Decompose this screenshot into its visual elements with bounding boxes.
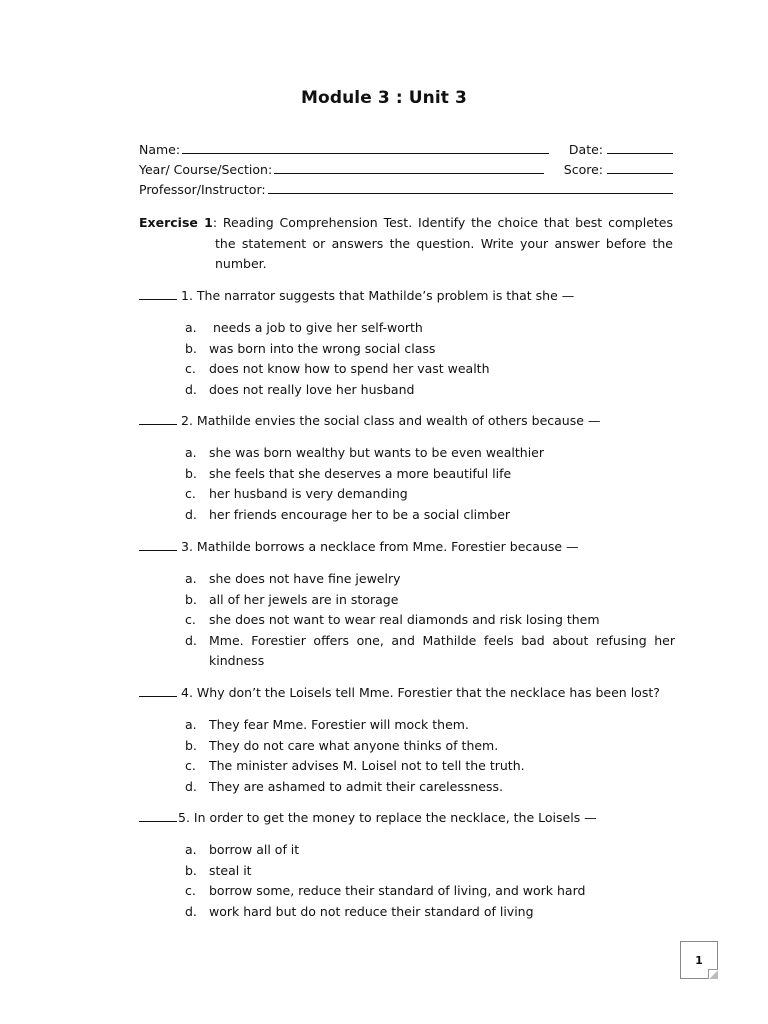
option-3d: d. Mme. Forestier offers one, and Mathilde feels bad about refusing her kindness — [185, 632, 675, 668]
question-3 — [139, 537, 673, 557]
question-text: In order to get the money to replace the necklace, the Loisels — — [193, 810, 597, 825]
exercise-instructions — [139, 213, 673, 275]
options-3 — [185, 569, 675, 672]
option-2a: a. she was born wealthy but wants to be even wealthier — [185, 445, 544, 460]
option-1b: b. was born into the wrong social class — [185, 340, 436, 356]
name-row — [139, 140, 673, 160]
option-4b: b. They do not care what anyone thinks of them. — [185, 737, 499, 753]
year-course-section-field[interactable] — [274, 160, 544, 174]
date-label: Date: — [568, 142, 603, 157]
option-3a: a. she does not have fine jewelry — [185, 571, 401, 586]
options-2 — [185, 443, 675, 525]
option-5c: c. borrow some, reduce their standard of living, and work hard — [185, 883, 586, 898]
page-title: Module 3 : Unit 3 — [301, 88, 467, 108]
name-field[interactable] — [182, 140, 549, 154]
question-2 — [139, 411, 673, 431]
options-4 — [185, 715, 675, 797]
option-3b: b. all of her jewels are in storage — [185, 591, 399, 607]
options-5 — [185, 840, 675, 922]
name-label: Name: — [139, 142, 181, 157]
professor-label: Professor/Instructor: — [139, 182, 266, 197]
question-number: 2. — [181, 413, 193, 428]
option-1d: d. does not really love her husband — [185, 381, 415, 397]
option-1c: c. does not know how to spend her vast wealth — [185, 361, 490, 376]
date-field[interactable] — [607, 140, 673, 154]
question-number: 4. — [181, 685, 193, 700]
professor-row — [139, 180, 673, 200]
answer-blank-2[interactable] — [139, 412, 177, 425]
year-row — [139, 160, 673, 180]
options-1 — [185, 318, 675, 400]
option-4c: c. The minister advises M. Loisel not to tell the truth. — [185, 758, 525, 773]
page-number-box — [680, 941, 718, 979]
answer-blank-5[interactable] — [139, 809, 177, 822]
professor-field[interactable] — [268, 180, 673, 194]
question-text: The narrator suggests that Mathilde’s problem is that she — — [196, 288, 575, 303]
year-course-section-label: Year/ Course/Section: — [139, 162, 273, 177]
answer-blank-4[interactable] — [139, 684, 177, 697]
question-number: 1. — [181, 288, 193, 303]
option-4a: a. They fear Mme. Forestier will mock them. — [185, 717, 469, 732]
question-text: Mathilde borrows a necklace from Mme. Forestier because — — [196, 539, 579, 554]
question-number: 3. — [181, 539, 193, 554]
exercise-label: Exercise 1 — [139, 215, 213, 230]
question-5 — [139, 808, 673, 828]
question-text: Mathilde envies the social class and wealth of others because — — [196, 413, 601, 428]
question-text: Why don’t the Loisels tell Mme. Forestier that the necklace has been lost? — [196, 685, 660, 700]
option-2b: b. she feels that she deserves a more beautiful life — [185, 465, 512, 481]
option-5a: a. borrow all of it — [185, 842, 300, 857]
option-5b: b. steal it — [185, 862, 252, 878]
page-number: 1 — [695, 953, 703, 967]
question-4 — [139, 683, 673, 703]
exercise-text: : Reading Comprehension Test. Identify the choice that best completes the statement or answers the question. Write your answer before the number. — [212, 215, 674, 271]
option-2d: d. her friends encourage her to be a social climber — [185, 506, 511, 522]
answer-blank-1[interactable] — [139, 287, 177, 300]
option-2c: c. her husband is very demanding — [185, 486, 408, 501]
option-5d: d. work hard but do not reduce their standard of living — [185, 903, 534, 919]
score-label: Score: — [563, 162, 603, 177]
option-4d: d. They are ashamed to admit their carelessness. — [185, 778, 503, 794]
option-1a: a. needs a job to give her self-worth — [185, 320, 423, 335]
option-3c: c. she does not want to wear real diamonds and risk losing them — [185, 612, 600, 627]
question-1 — [139, 286, 673, 306]
score-field[interactable] — [607, 160, 673, 174]
answer-blank-3[interactable] — [139, 538, 177, 551]
question-number: 5. — [178, 810, 190, 825]
